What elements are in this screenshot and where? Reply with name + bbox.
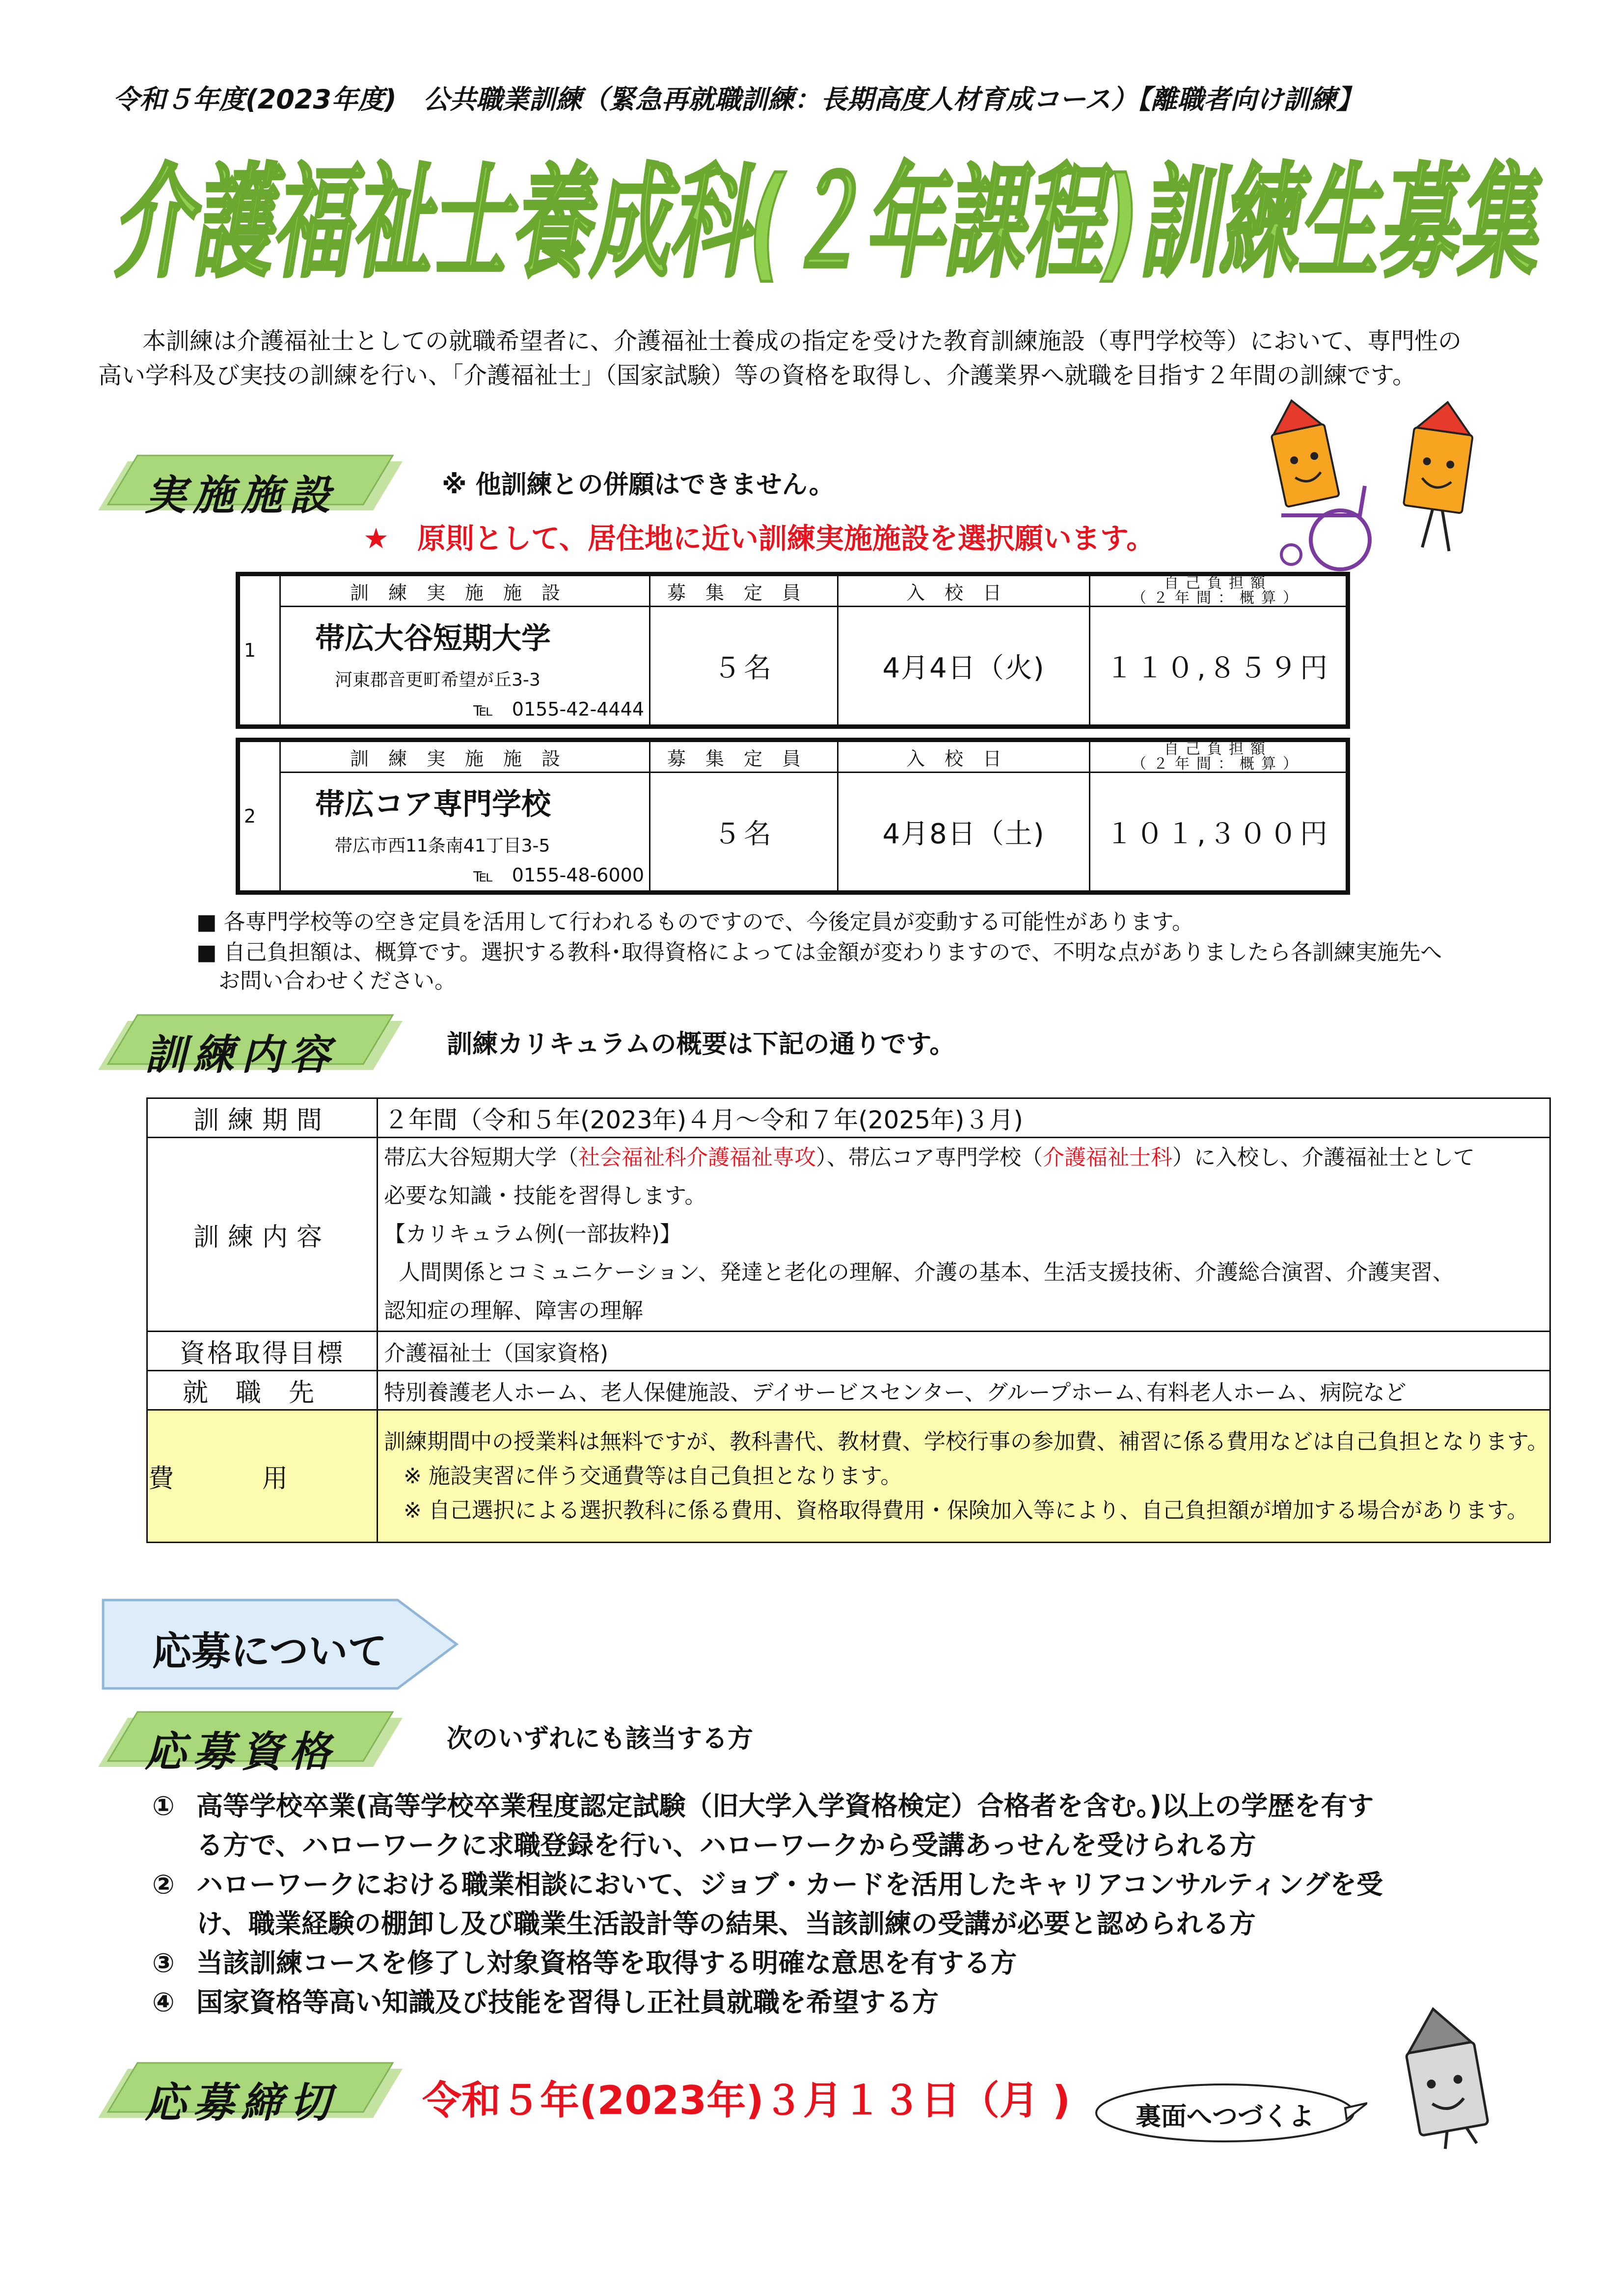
facility-capacity: ５名 bbox=[650, 607, 838, 725]
fee-line-1: 訓練期間中の授業料は無料ですが、教科書代、教材費、学校行事の参加費、補習に係る費用などは自己負担となります。 bbox=[384, 1429, 1549, 1454]
content-value bbox=[378, 1138, 1550, 1332]
section-label-content bbox=[98, 1011, 403, 1080]
header-cost-line1: 自己負担額 bbox=[1164, 575, 1272, 592]
job-label: 就職先 bbox=[147, 1371, 378, 1410]
qual-line-1: ハローワークにおける職業相談において、ジョブ・カードを活用したキャリアコンサルティングを受 bbox=[196, 1869, 1383, 1900]
qualification-note: 次のいずれにも該当する方 bbox=[447, 1724, 754, 1754]
apply-banner bbox=[98, 1595, 461, 1693]
header-entry: 入校日 bbox=[838, 576, 1090, 607]
intro-line-1: 本訓練は介護福祉士としての就職希望者に、介護福祉士養成の指定を受けた教育訓練施設（専門学校等）において、専門性の bbox=[142, 327, 1462, 355]
mascot-wheelchair-illustration bbox=[1237, 393, 1512, 579]
facility-tel: ℡ 0155-48-6000 bbox=[473, 864, 644, 886]
header-cost bbox=[1090, 576, 1347, 607]
content-line-1d: 介護福祉士科 bbox=[1043, 1145, 1173, 1170]
facility-row-number: 2 bbox=[240, 742, 280, 891]
header-facility: 訓練実施施設 bbox=[280, 742, 650, 773]
facility-cost: １０１,３００円 bbox=[1090, 773, 1347, 891]
content-line-4: 人間関係とコミュニケーション、発達と老化の理解、介護の基本、生活支援技術、介護総合演習、介護実習、 bbox=[399, 1260, 1454, 1285]
facility-note-2-cont: お問い合わせください。 bbox=[218, 968, 456, 993]
facility-address: 河東郡音更町希望が丘3-3 bbox=[335, 669, 541, 690]
fee-value bbox=[378, 1410, 1550, 1543]
qual-num: ② bbox=[152, 1869, 175, 1900]
deadline-value: 令和５年(2023年)３月１３日（月 ) bbox=[422, 2078, 1071, 2123]
header-cost bbox=[1090, 742, 1347, 773]
facility-row-number: 1 bbox=[240, 576, 280, 725]
section-label-deadline-text: 応募締切 bbox=[145, 2079, 338, 2127]
header-capacity: 募集定員 bbox=[650, 742, 838, 773]
job-value: 特別養護老人ホーム、老人保健施設、デイサービスセンター、グループホーム､有料老人ホーム、病院など bbox=[378, 1371, 1550, 1410]
period-label: 訓練期間 bbox=[147, 1098, 378, 1138]
speech-bubble bbox=[1092, 2081, 1367, 2145]
period-value: ２年間（令和５年(2023年)４月～令和７年(2025年)３月) bbox=[378, 1098, 1550, 1138]
facility-table-2 bbox=[236, 738, 1350, 895]
facility-note-2: ■ 自己負担額は、概算です。選択する教科･取得資格によっては金額が変わりますので、不明な点がありましたら各訓練実施先へ bbox=[196, 940, 1442, 965]
mascot-pencil-illustration bbox=[1384, 2002, 1512, 2150]
facility-address: 帯広市西11条南41丁目3-5 bbox=[335, 835, 550, 856]
header-cost-line1: 自己負担額 bbox=[1164, 741, 1272, 758]
content-line-3: 【カリキュラム例(一部抜粋)】 bbox=[384, 1222, 681, 1247]
facility-tel: ℡ 0155-42-4444 bbox=[473, 698, 644, 720]
qualifications-list bbox=[152, 1787, 1527, 2022]
top-line: 令和５年度(2023年度) 公共職業訓練（緊急再就職訓練：長期高度人材育成コース）【離職者向け訓練】 bbox=[113, 84, 1363, 115]
facility-table-1 bbox=[236, 572, 1350, 729]
facility-name: 帯広大谷短期大学 bbox=[315, 621, 551, 656]
list-item bbox=[152, 1787, 1527, 1865]
content-line-1b: 社会福祉科介護福祉専攻 bbox=[578, 1145, 816, 1170]
header-entry: 入校日 bbox=[838, 742, 1090, 773]
facility-name-cell bbox=[280, 773, 650, 891]
qual-line-2: け、職業経験の棚卸し及び職業生活設計等の結果、当該訓練の受講が必要と認められる方 bbox=[196, 1908, 1256, 1939]
qual-value: 介護福祉士（国家資格) bbox=[378, 1332, 1550, 1371]
list-item bbox=[152, 1865, 1527, 1944]
facility-entry-date: 4月8日（土) bbox=[838, 773, 1090, 891]
list-item bbox=[152, 1944, 1527, 1983]
content-line-2: 必要な知識・技能を習得します。 bbox=[384, 1183, 706, 1208]
content-line-1c: ）、帯広コア専門学校（ bbox=[816, 1145, 1043, 1170]
content-line-1a: 帯広大谷短期大学（ bbox=[384, 1145, 579, 1170]
section-label-deadline bbox=[98, 2059, 403, 2128]
content-line-1 bbox=[384, 1139, 1548, 1177]
content-note: 訓練カリキュラムの概要は下記の通りです。 bbox=[447, 1030, 955, 1059]
header-capacity: 募集定員 bbox=[650, 576, 838, 607]
page-title-text: 介護福祉士養成科(２年課程)訓練生募集 bbox=[113, 151, 1543, 294]
section-label-facility-text: 実施施設 bbox=[145, 471, 338, 519]
facility-name-cell bbox=[280, 607, 650, 725]
facility-name: 帯広コア専門学校 bbox=[315, 787, 551, 822]
section-label-facility bbox=[98, 452, 403, 520]
header-cost-line2: （２年間：概算） bbox=[1132, 589, 1304, 607]
intro-text bbox=[98, 324, 1532, 393]
header-cost-line2: （２年間：概算） bbox=[1132, 755, 1304, 773]
intro-line-2: 高い学科及び実技の訓練を行い、「介護福祉士」（国家試験）等の資格を取得し、介護業界へ就職を目指す２年間の訓練です。 bbox=[98, 362, 1416, 389]
qual-line-1: 高等学校卒業(高等学校卒業程度認定試験（旧大学入学資格検定）合格者を含む。)以上の学歴を有す bbox=[196, 1790, 1374, 1821]
content-line-1e: ）に入校し、介護福祉士として bbox=[1172, 1145, 1475, 1170]
section-label-qualification-text: 応募資格 bbox=[145, 1728, 338, 1776]
facility-capacity: ５名 bbox=[650, 773, 838, 891]
qual-num: ④ bbox=[152, 1987, 175, 2018]
facility-notice: ★ 原則として、居住地に近い訓練実施施設を選択願います。 bbox=[363, 522, 1155, 555]
qual-num: ① bbox=[152, 1790, 175, 1821]
speech-bubble-text: 裏面へつづくよ bbox=[1135, 2102, 1314, 2132]
fee-line-3: ※ 自己選択による選択教科に係る費用、資格取得費用・保険加入等により、自己負担額が増加する場合があります。 bbox=[404, 1497, 1529, 1523]
training-content-table bbox=[146, 1097, 1549, 1543]
qual-line-2: る方で、ハローワークに求職登録を行い、ハローワークから受講あっせんを受けられる方 bbox=[196, 1830, 1256, 1861]
content-label: 訓練内容 bbox=[147, 1138, 378, 1332]
fee-label: 費用 bbox=[147, 1410, 378, 1543]
header-facility: 訓練実施施設 bbox=[280, 576, 650, 607]
qual-line-1: 当該訓練コースを修了し対象資格等を取得する明確な意思を有する方 bbox=[196, 1948, 1017, 1978]
fee-line-2: ※ 施設実習に伴う交通費等は自己負担となります。 bbox=[404, 1463, 902, 1489]
facility-entry-date: 4月4日（火) bbox=[838, 607, 1090, 725]
apply-banner-text: 応募について bbox=[152, 1629, 387, 1674]
content-line-5: 認知症の理解、障害の理解 bbox=[384, 1298, 644, 1323]
page-title bbox=[98, 142, 1551, 304]
facility-note: ※ 他訓練との併願はできません。 bbox=[442, 470, 835, 500]
facility-cost: １１０,８５９円 bbox=[1090, 607, 1347, 725]
qual-line-1: 国家資格等高い知識及び技能を習得し正社員就職を希望する方 bbox=[196, 1987, 939, 2018]
qual-label: 資格取得目標 bbox=[147, 1332, 378, 1371]
section-label-qualification bbox=[98, 1708, 403, 1777]
qual-num: ③ bbox=[152, 1948, 175, 1978]
facility-note-1: ■ 各専門学校等の空き定員を活用して行われるものですので、今後定員が変動する可能性があります。 bbox=[196, 909, 1194, 934]
list-item bbox=[152, 1983, 1527, 2022]
section-label-content-text: 訓練内容 bbox=[145, 1031, 338, 1079]
